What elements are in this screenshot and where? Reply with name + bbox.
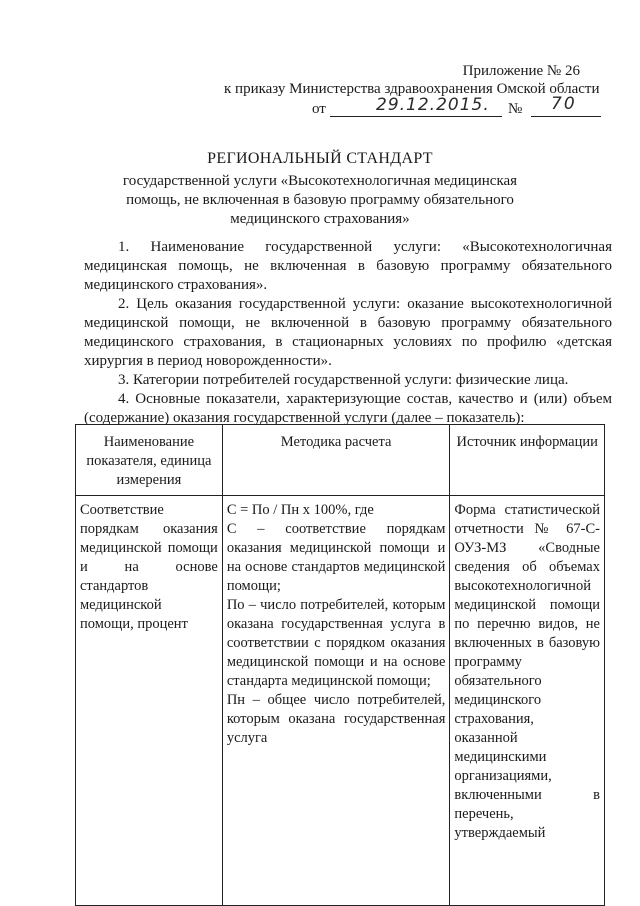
header-source: Источник информации [450, 425, 605, 496]
header-indicator: Наименование показателя, единица измерения [76, 425, 223, 496]
cell-method [222, 496, 450, 906]
date-underline [330, 116, 502, 117]
indicators-table [75, 424, 605, 906]
paragraph-4: 4. Основные показатели, характеризующие состав, качество и (или) объем (содержание) оказания государственной услуги (далее – показатель): [84, 391, 612, 426]
body-paragraphs [84, 238, 612, 428]
paragraph-3: 3. Категории потребителей государственной услуги: физические лица. [118, 372, 569, 388]
number-label: № [508, 101, 523, 117]
document-subtitle: государственной услуги «Высокотехнологичная медицинская помощь, не включенная в базовую программу обязательного медицинского страхования» [122, 173, 518, 227]
cell-indicator: Соответствие порядкам оказания медицинской помощи и на основе стандартов медицинской помощи, процент [76, 496, 223, 906]
handwritten-date: 29.12.2015. [376, 95, 490, 115]
appendix-label: Приложение № 26 [462, 63, 580, 79]
paragraph-2: 2. Цель оказания государственной услуги: оказание высокотехнологичной медицинской помощи, не включенной в базовую программу обязательного медицинского страхования, в стационарных условиях по профилю «детская хирургия в период новорожденности». [84, 296, 612, 369]
table-header-row [76, 425, 605, 496]
method-definition-po: По – число потребителей, которым оказана государственная услуга в соответствии с порядком оказания медицинской помощи и на основе стандарта медицинской помощи; [226, 597, 446, 689]
method-definition-pn: Пн – общее число потребителей, которым оказана государственная услуга [226, 692, 446, 746]
method-definition-c: С – соответствие порядкам оказания медицинской помощи и на основе стандартов медицинской помощи; [226, 521, 446, 594]
date-number-line [218, 94, 618, 120]
document-title: РЕГИОНАЛЬНЫЙ СТАНДАРТ [207, 150, 433, 167]
handwritten-number: 70 [551, 94, 577, 114]
number-underline [531, 116, 601, 117]
header-method: Методика расчета [222, 425, 450, 496]
cell-source: Форма статистической отчетности № 67-С-ОУЗ-МЗ «Сводные сведения об объемах высокотехнологичной медицинской помощи по перечню видов, не включенных в базовую программу обязательного медицинского страхования, оказанной медицинскими организациями, включенными в перечень, утверждаемый [450, 496, 605, 906]
method-formula: С = По / Пн х 100%, где [226, 502, 374, 518]
order-reference: к приказу Министерства здравоохранения Омской области [224, 81, 600, 97]
paragraph-1: 1. Наименование государственной услуги: «Высокотехнологичная медицинская помощь, не включенная в базовую программу обязательного медицинского страхования». [84, 239, 612, 293]
from-label: от [312, 101, 326, 117]
document-header [218, 62, 618, 120]
table-row [76, 496, 605, 906]
